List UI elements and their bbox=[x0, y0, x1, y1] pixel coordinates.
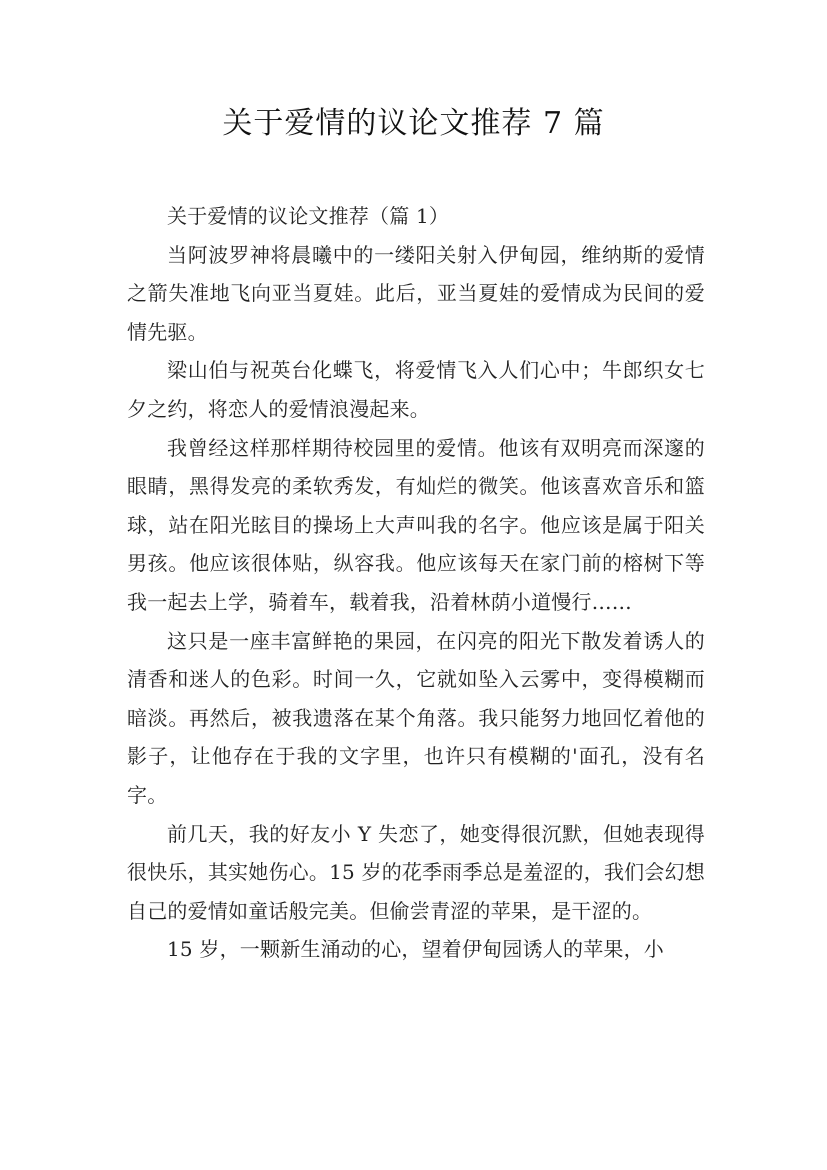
paragraph: 梁山伯与祝英台化蝶飞，将爱情飞入人们心中；牛郎织女七夕之约，将恋人的爱情浪漫起来。 bbox=[127, 358, 705, 421]
paragraph: 前几天，我的好友小 Y 失恋了，她变得很沉默，但她表现得很快乐，其实她伤心。15 岁的花季雨季总是羞涩的，我们会幻想自己的爱情如童话般完美。但偷尝青涩的苹果，是干涩的。 bbox=[127, 821, 705, 923]
document-title: 关于爱情的议论文推荐 7 篇 bbox=[222, 106, 605, 141]
paragraph: 这只是一座丰富鲜艳的果园，在闪亮的阳光下散发着诱人的清香和迷人的色彩。时间一久，它就如坠入云雾中，变得模糊而暗淡。再然后，被我遗落在某个角落。我只能努力地回忆着他的影子，让他存在于我的文字里，也许只有模糊的'面孔，没有名字。 bbox=[127, 628, 705, 807]
paragraph: 15 岁，一颗新生涌动的心，望着伊甸园诱人的苹果，小 bbox=[167, 937, 665, 962]
paragraph: 当阿波罗神将晨曦中的一缕阳关射入伊甸园，维纳斯的爱情之箭失准地飞向亚当夏娃。此后，亚当夏娃的爱情成为民间的爱情先驱。 bbox=[127, 242, 705, 344]
document-body bbox=[127, 197, 705, 969]
section-heading: 关于爱情的议论文推荐（篇 1） bbox=[167, 204, 450, 228]
paragraph: 我曾经这样那样期待校园里的爱情。他该有双明亮而深邃的眼睛，黑得发亮的柔软秀发，有灿烂的微笑。他该喜欢音乐和篮球，站在阳光眩目的操场上大声叫我的名字。他应该是属于阳关男孩。他应该很体贴，纵容我。他应该每天在家门前的榕树下等我一起去上学，骑着车，载着我，沿着林荫小道慢行…… bbox=[127, 435, 705, 614]
